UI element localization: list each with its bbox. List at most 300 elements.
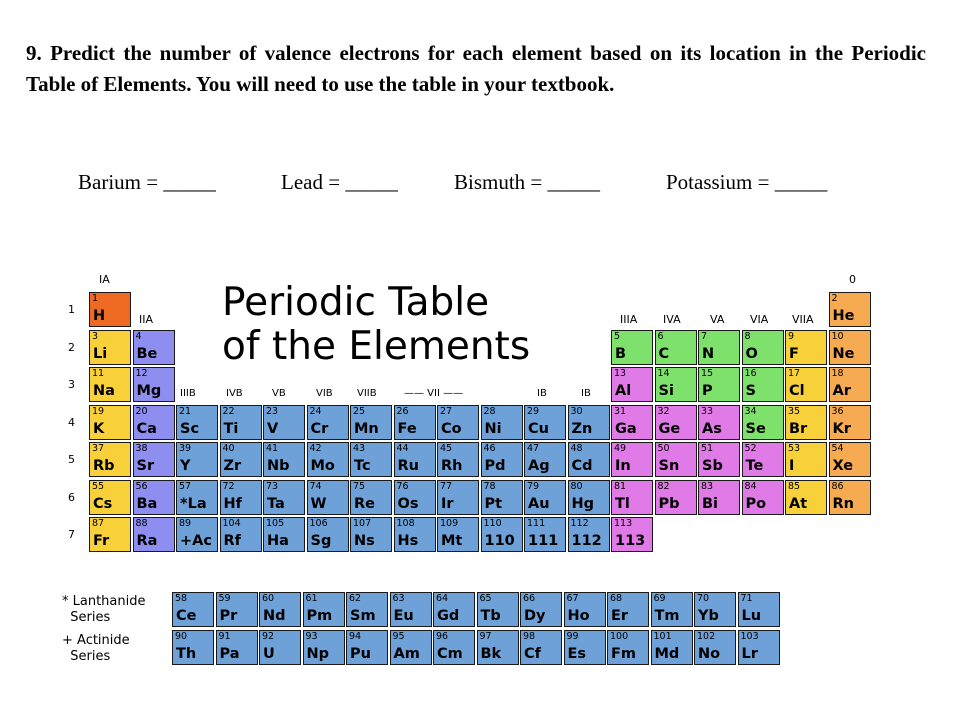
lanthanide-series-label: * Lanthanide Series <box>62 594 146 625</box>
element-cell <box>655 480 697 515</box>
element-cell <box>350 480 392 515</box>
atomic-number: 92 <box>262 631 275 642</box>
actinide-cell <box>259 630 301 665</box>
atomic-number: 113 <box>614 518 633 529</box>
atomic-number: 11 <box>92 368 105 379</box>
element-symbol: Na <box>93 383 115 399</box>
lanthanide-cell <box>564 592 606 627</box>
element-symbol: 111 <box>528 533 559 549</box>
atomic-number: 42 <box>309 443 322 454</box>
element-symbol: Cs <box>93 495 113 512</box>
element-symbol: Ce <box>176 608 197 624</box>
atomic-number: 108 <box>396 518 415 529</box>
atomic-number: 48 <box>570 443 583 454</box>
element-symbol: F <box>789 345 799 362</box>
element-symbol: Ca <box>136 420 157 437</box>
element-symbol: Kr <box>832 420 851 437</box>
element-symbol: I <box>789 458 795 474</box>
element-symbol: Mn <box>354 420 379 437</box>
atomic-number: 106 <box>309 518 328 529</box>
element-symbol: Tb <box>480 608 501 624</box>
element-symbol: Mt <box>441 533 463 549</box>
actinide-cell <box>172 630 214 665</box>
lanthanide-cell <box>303 592 345 627</box>
element-symbol: Cd <box>571 458 593 474</box>
element-cell <box>263 517 305 552</box>
element-cell <box>176 480 218 515</box>
atomic-number: 61 <box>305 593 318 604</box>
atomic-number: 46 <box>483 443 496 454</box>
element-symbol: Ru <box>397 458 419 474</box>
element-symbol: Pm <box>306 608 333 624</box>
atomic-number: 103 <box>740 631 759 642</box>
atomic-number: 99 <box>566 631 579 642</box>
element-cell <box>611 330 653 365</box>
atomic-number: 109 <box>440 518 459 529</box>
atomic-number: 54 <box>831 443 844 454</box>
atomic-number: 80 <box>570 480 583 492</box>
element-symbol: Zr <box>223 458 242 474</box>
element-symbol: Sn <box>658 458 680 474</box>
atomic-number: 70 <box>697 593 710 604</box>
element-symbol: Rf <box>223 533 241 549</box>
element-symbol: Nb <box>267 458 290 474</box>
element-symbol: Be <box>136 345 158 362</box>
atomic-number: 56 <box>135 480 148 492</box>
atomic-number: 33 <box>701 405 714 417</box>
group-label-iva: IVA <box>663 313 681 326</box>
element-cell <box>176 517 218 552</box>
group-label-zero: 0 <box>849 273 856 286</box>
atomic-number: 4 <box>135 330 142 342</box>
atomic-number: 72 <box>222 480 235 492</box>
element-cell <box>611 480 653 515</box>
atomic-number: 101 <box>653 631 672 642</box>
group-label-via: VIA <box>750 313 769 326</box>
element-cell <box>698 330 740 365</box>
element-cell <box>89 480 131 515</box>
atomic-number: 75 <box>353 480 366 492</box>
atomic-number: 20 <box>135 405 148 417</box>
atomic-number: 41 <box>266 443 279 454</box>
element-cell <box>785 442 827 477</box>
element-symbol: Fe <box>397 420 417 437</box>
atomic-number: 7 <box>701 330 708 342</box>
element-cell <box>307 517 349 552</box>
element-cell <box>263 442 305 477</box>
element-symbol: *La <box>180 495 207 512</box>
element-symbol: Os <box>397 495 419 512</box>
atomic-number: 47 <box>527 443 540 454</box>
atomic-number: 84 <box>744 480 757 492</box>
group-label-iiib: IIIB <box>180 388 196 399</box>
atomic-number: 94 <box>349 631 362 642</box>
element-symbol: Cr <box>310 420 329 437</box>
element-cell <box>698 442 740 477</box>
element-symbol: Li <box>93 345 108 362</box>
atomic-number: 23 <box>266 405 279 417</box>
element-symbol: Sb <box>702 458 723 474</box>
atomic-number: 107 <box>353 518 372 529</box>
element-cell <box>263 480 305 515</box>
element-symbol: Tl <box>615 495 630 512</box>
atomic-number: 59 <box>218 593 231 604</box>
element-symbol: In <box>615 458 631 474</box>
lanthanide-cell <box>520 592 562 627</box>
atomic-number: 111 <box>527 518 546 529</box>
element-cell <box>350 517 392 552</box>
element-symbol: Hs <box>397 533 419 549</box>
atomic-number: 100 <box>610 631 629 642</box>
element-symbol: H <box>93 308 106 324</box>
element-cell <box>611 442 653 477</box>
element-cell <box>481 517 523 552</box>
element-symbol: Cm <box>437 646 463 662</box>
atomic-number: 24 <box>309 405 322 417</box>
element-cell <box>568 517 610 552</box>
element-cell <box>89 405 131 440</box>
atomic-number: 87 <box>92 518 105 529</box>
atomic-number: 34 <box>744 405 757 417</box>
element-cell <box>611 405 653 440</box>
element-symbol: Rh <box>441 458 463 474</box>
element-symbol: Tm <box>654 608 680 624</box>
actinide-cell <box>520 630 562 665</box>
group-label-ib-2: IB <box>581 388 591 399</box>
atomic-number: 58 <box>175 593 188 604</box>
element-cell <box>133 517 175 552</box>
element-symbol: 113 <box>615 533 646 549</box>
element-symbol: Te <box>745 458 764 474</box>
element-symbol: Dy <box>524 608 546 624</box>
atomic-number: 6 <box>657 330 664 342</box>
element-cell <box>785 405 827 440</box>
element-symbol: Co <box>441 420 462 437</box>
element-cell <box>481 442 523 477</box>
element-cell <box>785 330 827 365</box>
atomic-number: 112 <box>570 518 589 529</box>
element-cell <box>655 330 697 365</box>
group-label-iia: IIA <box>139 313 154 326</box>
element-cell <box>89 517 131 552</box>
element-symbol: Ag <box>528 458 550 474</box>
atomic-number: 95 <box>392 631 405 642</box>
element-cell <box>742 405 784 440</box>
atomic-number: 31 <box>614 405 627 417</box>
atomic-number: 63 <box>392 593 405 604</box>
actinide-cell <box>433 630 475 665</box>
actinide-cell <box>738 630 780 665</box>
element-cell <box>220 517 262 552</box>
element-symbol: Ir <box>441 495 454 512</box>
element-symbol: Tc <box>354 458 371 474</box>
atomic-number: 36 <box>831 405 844 417</box>
atomic-number: 32 <box>657 405 670 417</box>
element-symbol: Po <box>745 495 767 512</box>
element-symbol: Si <box>658 383 674 399</box>
title-line-1: Periodic Table <box>222 280 490 325</box>
atomic-number: 74 <box>309 480 322 492</box>
atomic-number: 17 <box>788 368 801 379</box>
actinide-cell <box>477 630 519 665</box>
element-cell <box>829 442 871 477</box>
element-cell <box>89 367 131 402</box>
atomic-number: 35 <box>788 405 801 417</box>
atomic-number: 50 <box>657 443 670 454</box>
atomic-number: 60 <box>262 593 275 604</box>
period-label: 4 <box>68 415 75 429</box>
element-cell <box>350 405 392 440</box>
element-symbol: No <box>698 646 721 662</box>
element-symbol: Mg <box>136 383 162 399</box>
element-symbol: Nd <box>263 608 286 624</box>
element-cell <box>307 405 349 440</box>
lanthanide-cell <box>433 592 475 627</box>
element-cell <box>481 405 523 440</box>
periodic-table-title <box>222 281 530 369</box>
barium-blank: Barium = _____ <box>78 170 216 194</box>
element-symbol: Ho <box>567 608 590 624</box>
element-cell <box>133 442 175 477</box>
atomic-number: 97 <box>479 631 492 642</box>
atomic-number: 85 <box>788 480 801 492</box>
period-label: 1 <box>68 303 75 316</box>
atomic-number: 45 <box>440 443 453 454</box>
element-symbol: B <box>615 345 627 362</box>
lanthanide-cell <box>477 592 519 627</box>
atomic-number: 81 <box>614 480 627 492</box>
atomic-number: 104 <box>222 518 241 529</box>
element-cell <box>437 517 479 552</box>
lead-blank: Lead = _____ <box>281 170 398 194</box>
atomic-number: 15 <box>701 368 714 379</box>
group-label-iiia: IIIA <box>620 313 638 326</box>
atomic-number: 105 <box>266 518 285 529</box>
element-cell <box>307 442 349 477</box>
group-label-vii: —— VII —— <box>404 388 464 399</box>
element-cell <box>655 405 697 440</box>
element-cell <box>785 480 827 515</box>
element-symbol: V <box>267 420 279 437</box>
element-symbol: Cu <box>528 420 549 437</box>
element-symbol: Ta <box>267 495 285 512</box>
element-symbol: Ne <box>832 345 855 362</box>
element-symbol: Fr <box>93 533 110 549</box>
atomic-number: 68 <box>610 593 623 604</box>
element-cell <box>742 442 784 477</box>
element-symbol: N <box>702 345 715 362</box>
group-label-ia: IA <box>99 273 110 286</box>
group-label-va: VA <box>710 313 725 326</box>
atomic-number: 25 <box>353 405 366 417</box>
element-cell <box>437 405 479 440</box>
element-symbol: Re <box>354 495 375 512</box>
atomic-number: 110 <box>483 518 502 529</box>
element-cell <box>481 480 523 515</box>
atomic-number: 49 <box>614 443 627 454</box>
actinide-cell <box>390 630 432 665</box>
atomic-number: 29 <box>527 405 540 417</box>
atomic-number: 77 <box>440 480 453 492</box>
element-cell <box>394 480 436 515</box>
atomic-number: 27 <box>440 405 453 417</box>
element-cell <box>568 442 610 477</box>
element-symbol: Zn <box>571 420 593 437</box>
element-symbol: Cf <box>524 646 541 662</box>
actinide-cell <box>564 630 606 665</box>
element-symbol: Sr <box>136 458 155 474</box>
atomic-number: 55 <box>92 480 105 492</box>
element-cell <box>785 367 827 402</box>
atomic-number: 88 <box>135 518 148 529</box>
atomic-number: 21 <box>179 405 192 417</box>
element-symbol: 110 <box>484 533 515 549</box>
atomic-number: 51 <box>701 443 714 454</box>
atomic-number: 57 <box>179 480 192 492</box>
atomic-number: 65 <box>479 593 492 604</box>
atomic-number: 38 <box>135 443 148 454</box>
element-symbol: Er <box>611 608 629 624</box>
element-cell <box>698 480 740 515</box>
element-cell <box>263 405 305 440</box>
atomic-number: 69 <box>653 593 666 604</box>
element-symbol: Sg <box>310 533 332 549</box>
actinide-cell <box>303 630 345 665</box>
element-symbol: Sc <box>180 420 200 437</box>
element-symbol: As <box>702 420 722 437</box>
element-cell <box>742 330 784 365</box>
element-symbol: U <box>263 646 275 662</box>
atomic-number: 1 <box>92 293 99 304</box>
group-label-viib: VIIB <box>357 388 377 399</box>
element-cell <box>176 442 218 477</box>
element-symbol: Ni <box>484 420 502 437</box>
element-symbol: Ra <box>136 533 158 549</box>
actinide-cell <box>607 630 649 665</box>
atomic-number: 52 <box>744 443 757 454</box>
element-cell <box>698 405 740 440</box>
atomic-number: 26 <box>396 405 409 417</box>
atomic-number: 39 <box>179 443 192 454</box>
element-cell <box>133 480 175 515</box>
element-symbol: Br <box>789 420 808 437</box>
element-symbol: Ti <box>223 420 239 437</box>
lanthanide-cell <box>216 592 258 627</box>
element-cell <box>655 442 697 477</box>
atomic-number: 12 <box>135 368 148 379</box>
actinide-cell <box>694 630 736 665</box>
element-cell <box>350 442 392 477</box>
element-cell <box>829 292 871 327</box>
lanthanide-cell <box>607 592 649 627</box>
element-cell <box>568 480 610 515</box>
atomic-number: 62 <box>349 593 362 604</box>
element-cell <box>829 330 871 365</box>
group-label-viia: VIIA <box>792 313 814 326</box>
element-cell <box>133 405 175 440</box>
lanthanide-cell <box>738 592 780 627</box>
element-symbol: Gd <box>437 608 460 624</box>
atomic-number: 13 <box>614 368 627 379</box>
element-cell <box>611 367 653 402</box>
element-symbol: Ns <box>354 533 375 549</box>
period-label: 3 <box>68 378 75 391</box>
element-symbol: Fm <box>611 646 637 662</box>
element-symbol: Lu <box>741 608 762 624</box>
period-label: 6 <box>68 490 75 504</box>
element-symbol: Se <box>745 420 766 437</box>
element-cell <box>742 367 784 402</box>
element-symbol: At <box>789 495 808 512</box>
element-cell <box>133 367 175 402</box>
atomic-number: 5 <box>614 330 621 342</box>
element-symbol: O <box>745 345 758 362</box>
atomic-number: 93 <box>305 631 318 642</box>
atomic-number: 91 <box>218 631 231 642</box>
element-symbol: P <box>702 383 713 399</box>
actinide-cell <box>346 630 388 665</box>
atomic-number: 44 <box>396 443 409 454</box>
atomic-number: 19 <box>92 405 105 417</box>
element-symbol: C <box>658 345 670 362</box>
element-cell <box>611 517 653 552</box>
element-cell <box>89 330 131 365</box>
atomic-number: 9 <box>788 330 795 342</box>
lanthanide-cell <box>694 592 736 627</box>
atomic-number: 89 <box>179 518 192 529</box>
atomic-number: 8 <box>744 330 751 342</box>
element-symbol: S <box>745 383 756 399</box>
element-cell <box>394 442 436 477</box>
group-label-vb: VB <box>272 388 286 399</box>
element-symbol: Th <box>176 646 197 662</box>
atomic-number: 82 <box>657 480 670 492</box>
element-symbol: Ar <box>832 383 851 399</box>
element-symbol: Lr <box>741 646 758 662</box>
element-cell <box>524 405 566 440</box>
element-cell <box>437 480 479 515</box>
atomic-number: 76 <box>396 480 409 492</box>
element-cell <box>89 442 131 477</box>
element-symbol: Cl <box>789 383 805 399</box>
group-label-ib: IB <box>537 388 547 399</box>
element-cell <box>829 480 871 515</box>
element-symbol: Bi <box>702 495 719 512</box>
element-cell <box>307 480 349 515</box>
lanthanide-cell <box>259 592 301 627</box>
atomic-number: 67 <box>566 593 579 604</box>
element-cell <box>176 405 218 440</box>
element-symbol: Hf <box>223 495 242 512</box>
element-cell <box>437 442 479 477</box>
element-symbol: Pt <box>484 495 503 512</box>
actinide-cell <box>216 630 258 665</box>
element-symbol: Md <box>654 646 680 662</box>
period-label: 7 <box>68 528 75 541</box>
element-symbol: 112 <box>571 533 602 549</box>
element-symbol: Ga <box>615 420 637 437</box>
atomic-number: 18 <box>831 368 844 379</box>
atomic-number: 22 <box>222 405 235 417</box>
element-symbol: Rn <box>832 495 854 512</box>
element-symbol: Pu <box>350 646 371 662</box>
element-cell <box>133 330 175 365</box>
actinide-cell <box>651 630 693 665</box>
element-cell <box>829 405 871 440</box>
atomic-number: 71 <box>740 593 753 604</box>
element-symbol: Sm <box>350 608 376 624</box>
atomic-number: 14 <box>657 368 670 379</box>
